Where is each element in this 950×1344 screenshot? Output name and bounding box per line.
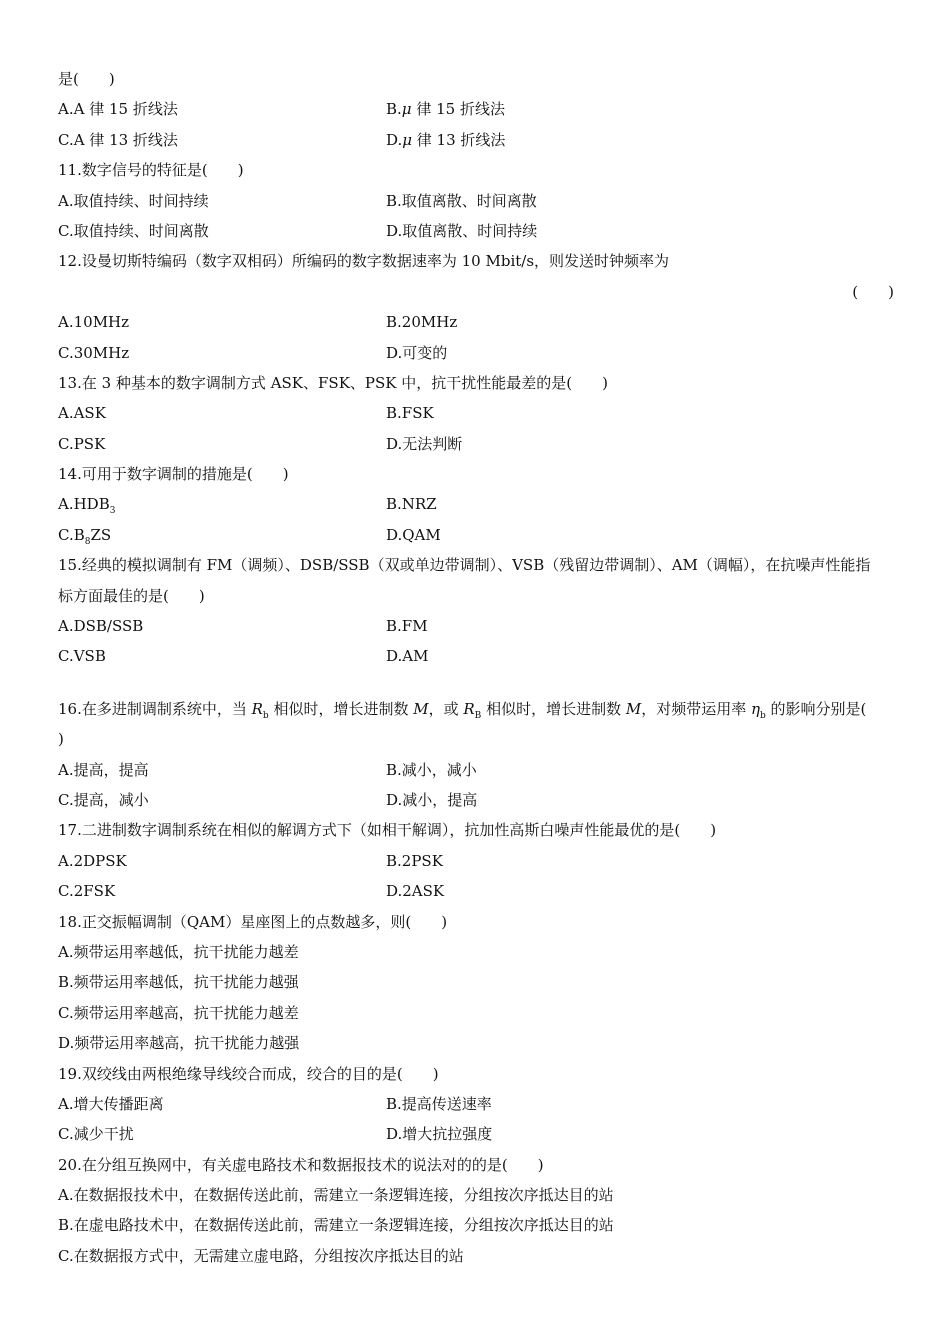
option-d: D.AM bbox=[386, 647, 429, 666]
question-18-stem: 18.正交振幅调制（QAM）星座图上的点数越多，则( ) bbox=[58, 912, 448, 931]
option-a: A.提高，提高 bbox=[58, 760, 149, 779]
question-15-options-cd bbox=[58, 641, 894, 671]
question-12-options-ab bbox=[58, 307, 894, 337]
option-c: C.30MHz bbox=[58, 343, 130, 362]
question-15-stem-line-1: 15.经典的模拟调制有 FM（调频）、DSB/SSB（双或单边带调制）、VSB（残留边带调制）、AM（调幅），在抗噪声性能指 bbox=[58, 556, 871, 575]
question-12-answer-paren: ( ) bbox=[852, 282, 894, 301]
question-16-options-cd bbox=[58, 785, 894, 815]
question-11-options-cd bbox=[58, 216, 894, 246]
question-19-stem: 19.双绞线由两根绝缘导线绞合而成，绞合的目的是( ) bbox=[58, 1064, 439, 1083]
question-11-stem: 11.数字信号的特征是( ) bbox=[58, 161, 244, 180]
option-d: D.取值离散、时间持续 bbox=[386, 221, 538, 240]
symbol-r: R bbox=[251, 699, 263, 718]
option-a: A.10MHz bbox=[58, 313, 130, 332]
option-b: B.μ 律 15 折线法 bbox=[386, 100, 505, 119]
question-16-stem-line-1: 16.在多进制调制系统中，当 $R_b$ 相似时，增长进制数 M，或 $R_B$ 相似时，增长进制数 M，对频带运用率 $\eta_b$ 的影响分别是( bbox=[58, 699, 867, 721]
symbol-m: M bbox=[413, 699, 429, 718]
question-17-options-ab bbox=[58, 846, 894, 876]
symbol-eta: η bbox=[750, 699, 760, 718]
question-13-stem: 13.在 3 种基本的数字调制方式 ASK、FSK、PSK 中，抗干扰性能最差的是( ) bbox=[58, 373, 608, 392]
question-12-options-cd bbox=[58, 338, 894, 368]
question-19-options-cd bbox=[58, 1119, 894, 1149]
option-a: A.A 律 15 折线法 bbox=[58, 100, 178, 119]
option-d: D.QAM bbox=[386, 525, 441, 544]
option-a: A.增大传播距离 bbox=[58, 1094, 164, 1113]
option-c: C.提高，减小 bbox=[58, 790, 149, 809]
question-15-options-ab bbox=[58, 611, 894, 641]
question-16-stem-line-2: ) bbox=[58, 730, 64, 749]
question-17-options-cd bbox=[58, 876, 894, 906]
option-c: C.取值持续、时间离散 bbox=[58, 221, 209, 240]
option-a: $A.HDB_3$ bbox=[58, 495, 116, 517]
question-14-stem: 14.可用于数字调制的措施是( ) bbox=[58, 465, 289, 484]
option-b: B.NRZ bbox=[386, 495, 437, 514]
question-19-options-ab bbox=[58, 1089, 894, 1119]
option-d: D.可变的 bbox=[386, 343, 448, 362]
option-a: A.频带运用率越低，抗干扰能力越差 bbox=[58, 942, 299, 961]
option-b: B.提高传送速率 bbox=[386, 1094, 492, 1113]
option-c: C.减少干扰 bbox=[58, 1125, 134, 1144]
option-d: D.减小，提高 bbox=[386, 790, 478, 809]
question-13-options-cd bbox=[58, 429, 894, 459]
option-a: A.DSB/SSB bbox=[58, 617, 144, 636]
option-b: B.2PSK bbox=[386, 851, 443, 870]
symbol-m: M bbox=[625, 699, 642, 718]
option-b: B.FM bbox=[386, 617, 428, 636]
option-d: D.无法判断 bbox=[386, 434, 463, 453]
option-b: B.20MHz bbox=[386, 313, 458, 332]
option-b: B.在虚电路技术中，在数据传送此前，需建立一条逻辑连接，分组按次序抵达目的站 bbox=[58, 1216, 614, 1235]
option-c: C.PSK bbox=[58, 434, 106, 453]
question-15-stem-line-2: 标方面最佳的是( ) bbox=[58, 586, 205, 605]
question-11-options-ab bbox=[58, 186, 894, 216]
option-c: C.2FSK bbox=[58, 882, 116, 901]
question-17-stem: 17.二进制数字调制系统在相似的解调方式下（如相干解调），抗加性高斯白噪声性能最优的是( ) bbox=[58, 821, 717, 840]
question-14-options-ab bbox=[58, 489, 894, 519]
option-d: D.频带运用率越高，抗干扰能力越强 bbox=[58, 1034, 300, 1053]
exam-page bbox=[58, 64, 894, 1271]
option-a: A.ASK bbox=[58, 404, 106, 423]
mu-symbol: μ bbox=[402, 130, 413, 149]
option-a: A.2DPSK bbox=[58, 851, 127, 870]
option-b: B.取值离散、时间离散 bbox=[386, 191, 537, 210]
question-10-stem-text: 是( ) bbox=[58, 70, 115, 88]
option-d: D.μ 律 13 折线法 bbox=[386, 130, 506, 149]
option-c: C.在数据报方式中，无需建立虚电路，分组按次序抵达目的站 bbox=[58, 1246, 464, 1265]
option-a: A.取值持续、时间持续 bbox=[58, 191, 209, 210]
question-14-options-cd bbox=[58, 520, 894, 550]
option-b: B.频带运用率越低，抗干扰能力越强 bbox=[58, 973, 299, 992]
option-c: C.频带运用率越高，抗干扰能力越差 bbox=[58, 1003, 299, 1022]
option-c: C.VSB bbox=[58, 647, 106, 666]
question-16-options-ab bbox=[58, 755, 894, 785]
question-20-stem: 20.在分组互换网中，有关虚电路技术和数据报技术的说法对的的是( ) bbox=[58, 1155, 544, 1174]
question-12-stem: 12.设曼切斯特编码（数字双相码）所编码的数字数据速率为 10 Mbit/s，则发送时钟频率为 bbox=[58, 252, 670, 271]
option-a: A.在数据报技术中，在数据传送此前，需建立一条逻辑连接，分组按次序抵达目的站 bbox=[58, 1186, 614, 1205]
symbol-r: R bbox=[463, 699, 475, 718]
question-13-options-ab bbox=[58, 398, 894, 428]
option-d: D.增大抗拉强度 bbox=[386, 1125, 493, 1144]
question-10-stem-tail bbox=[58, 64, 894, 94]
option-b: B.FSK bbox=[386, 404, 434, 423]
option-d: D.2ASK bbox=[386, 882, 445, 901]
mu-symbol: μ bbox=[401, 100, 412, 119]
question-10-options-cd bbox=[58, 125, 894, 155]
question-10-options-ab bbox=[58, 94, 894, 124]
option-c: C.A 律 13 折线法 bbox=[58, 130, 178, 149]
option-b: B.减小，减小 bbox=[386, 760, 477, 779]
option-c: $C.B_8ZS$ bbox=[58, 525, 112, 547]
